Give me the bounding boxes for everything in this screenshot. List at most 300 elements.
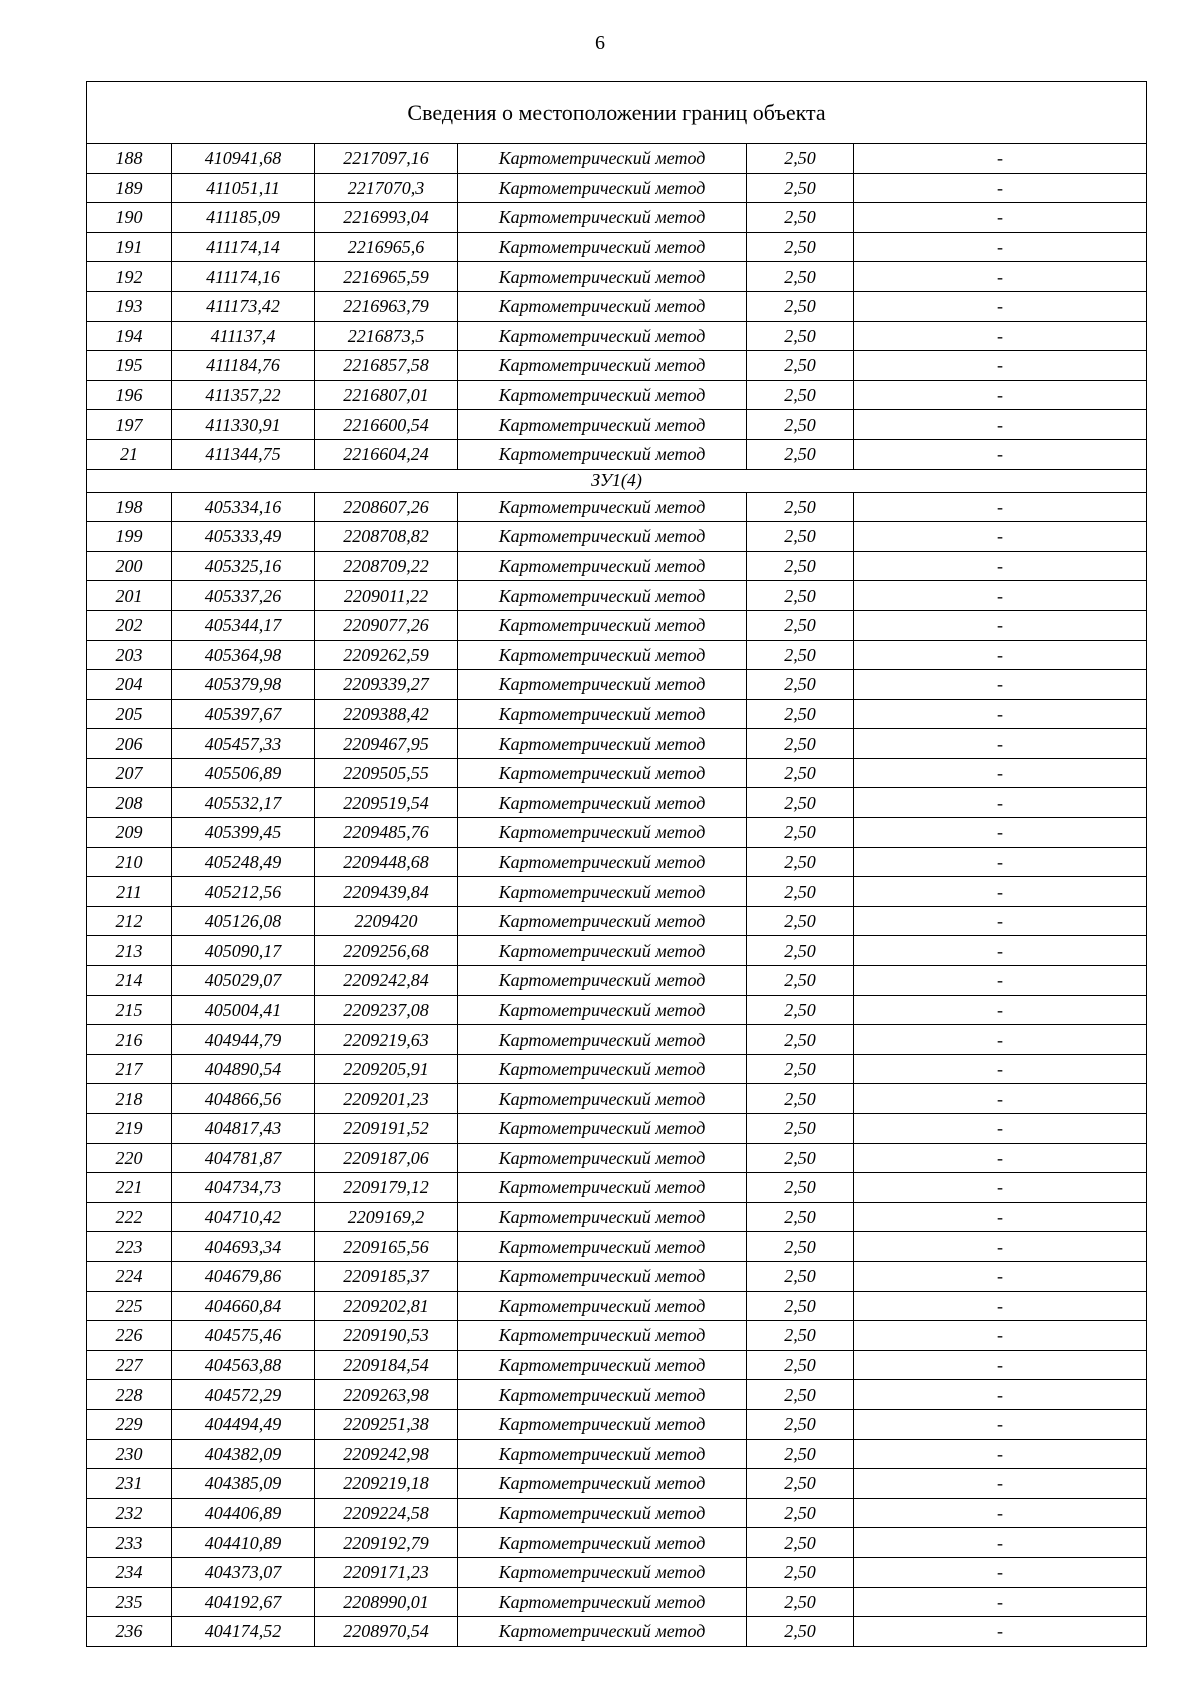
method-cell: Картометрический метод bbox=[458, 581, 747, 611]
table-row bbox=[87, 788, 1147, 818]
x-coordinate-cell: 404679,86 bbox=[172, 1261, 315, 1291]
point-number-cell: 213 bbox=[87, 936, 172, 966]
y-coordinate-cell: 2208970,54 bbox=[315, 1617, 458, 1647]
method-cell: Картометрический метод bbox=[458, 291, 747, 321]
point-number-cell: 204 bbox=[87, 670, 172, 700]
method-cell: Картометрический метод bbox=[458, 1291, 747, 1321]
y-coordinate-cell: 2209219,18 bbox=[315, 1469, 458, 1499]
y-coordinate-cell: 2209185,37 bbox=[315, 1261, 458, 1291]
y-coordinate-cell: 2209011,22 bbox=[315, 581, 458, 611]
accuracy-cell: 2,50 bbox=[747, 1114, 854, 1144]
description-cell: - bbox=[854, 1439, 1147, 1469]
point-number-cell: 207 bbox=[87, 758, 172, 788]
point-number-cell: 216 bbox=[87, 1025, 172, 1055]
method-cell: Картометрический метод bbox=[458, 966, 747, 996]
y-coordinate-cell: 2209205,91 bbox=[315, 1054, 458, 1084]
description-cell: - bbox=[854, 1202, 1147, 1232]
method-cell: Картометрический метод bbox=[458, 232, 747, 262]
y-coordinate-cell: 2208708,82 bbox=[315, 522, 458, 552]
y-coordinate-cell: 2209219,63 bbox=[315, 1025, 458, 1055]
y-coordinate-cell: 2209519,54 bbox=[315, 788, 458, 818]
table-row bbox=[87, 1350, 1147, 1380]
x-coordinate-cell: 404572,29 bbox=[172, 1380, 315, 1410]
description-cell: - bbox=[854, 1143, 1147, 1173]
point-number-cell: 202 bbox=[87, 610, 172, 640]
point-number-cell: 232 bbox=[87, 1498, 172, 1528]
x-coordinate-cell: 405090,17 bbox=[172, 936, 315, 966]
point-number-cell: 215 bbox=[87, 995, 172, 1025]
y-coordinate-cell: 2216857,58 bbox=[315, 351, 458, 381]
point-number-cell: 198 bbox=[87, 492, 172, 522]
point-number-cell: 208 bbox=[87, 788, 172, 818]
y-coordinate-cell: 2216965,59 bbox=[315, 262, 458, 292]
method-cell: Картометрический метод bbox=[458, 203, 747, 233]
description-cell: - bbox=[854, 321, 1147, 351]
table-row bbox=[87, 1261, 1147, 1291]
x-coordinate-cell: 404866,56 bbox=[172, 1084, 315, 1114]
description-cell: - bbox=[854, 906, 1147, 936]
description-cell: - bbox=[854, 203, 1147, 233]
method-cell: Картометрический метод bbox=[458, 1321, 747, 1351]
point-number-cell: 221 bbox=[87, 1173, 172, 1203]
method-cell: Картометрический метод bbox=[458, 1469, 747, 1499]
method-cell: Картометрический метод bbox=[458, 351, 747, 381]
method-cell: Картометрический метод bbox=[458, 1114, 747, 1144]
y-coordinate-cell: 2209237,08 bbox=[315, 995, 458, 1025]
table-row bbox=[87, 1084, 1147, 1114]
x-coordinate-cell: 405029,07 bbox=[172, 966, 315, 996]
method-cell: Картометрический метод bbox=[458, 818, 747, 848]
method-cell: Картометрический метод bbox=[458, 1380, 747, 1410]
accuracy-cell: 2,50 bbox=[747, 640, 854, 670]
accuracy-cell: 2,50 bbox=[747, 1469, 854, 1499]
method-cell: Картометрический метод bbox=[458, 995, 747, 1025]
description-cell: - bbox=[854, 1469, 1147, 1499]
point-number-cell: 192 bbox=[87, 262, 172, 292]
description-cell: - bbox=[854, 1025, 1147, 1055]
table-row bbox=[87, 1498, 1147, 1528]
point-number-cell: 235 bbox=[87, 1587, 172, 1617]
description-cell: - bbox=[854, 351, 1147, 381]
method-cell: Картометрический метод bbox=[458, 1617, 747, 1647]
y-coordinate-cell: 2209165,56 bbox=[315, 1232, 458, 1262]
description-cell: - bbox=[854, 232, 1147, 262]
table-row bbox=[87, 492, 1147, 522]
accuracy-cell: 2,50 bbox=[747, 1173, 854, 1203]
description-cell: - bbox=[854, 1232, 1147, 1262]
point-number-cell: 209 bbox=[87, 818, 172, 848]
description-cell: - bbox=[854, 173, 1147, 203]
y-coordinate-cell: 2216604,24 bbox=[315, 439, 458, 469]
method-cell: Картометрический метод bbox=[458, 439, 747, 469]
point-number-cell: 194 bbox=[87, 321, 172, 351]
method-cell: Картометрический метод bbox=[458, 1350, 747, 1380]
y-coordinate-cell: 2216807,01 bbox=[315, 380, 458, 410]
accuracy-cell: 2,50 bbox=[747, 877, 854, 907]
point-number-cell: 220 bbox=[87, 1143, 172, 1173]
accuracy-cell: 2,50 bbox=[747, 581, 854, 611]
x-coordinate-cell: 411174,16 bbox=[172, 262, 315, 292]
y-coordinate-cell: 2209224,58 bbox=[315, 1498, 458, 1528]
x-coordinate-cell: 410941,68 bbox=[172, 144, 315, 174]
accuracy-cell: 2,50 bbox=[747, 551, 854, 581]
table-row bbox=[87, 1143, 1147, 1173]
method-cell: Картометрический метод bbox=[458, 1143, 747, 1173]
y-coordinate-cell: 2216963,79 bbox=[315, 291, 458, 321]
accuracy-cell: 2,50 bbox=[747, 818, 854, 848]
description-cell: - bbox=[854, 1084, 1147, 1114]
x-coordinate-cell: 404373,07 bbox=[172, 1557, 315, 1587]
accuracy-cell: 2,50 bbox=[747, 1261, 854, 1291]
x-coordinate-cell: 405397,67 bbox=[172, 699, 315, 729]
x-coordinate-cell: 404890,54 bbox=[172, 1054, 315, 1084]
point-number-cell: 188 bbox=[87, 144, 172, 174]
point-number-cell: 195 bbox=[87, 351, 172, 381]
accuracy-cell: 2,50 bbox=[747, 1587, 854, 1617]
table-row bbox=[87, 1380, 1147, 1410]
description-cell: - bbox=[854, 966, 1147, 996]
y-coordinate-cell: 2209505,55 bbox=[315, 758, 458, 788]
point-number-cell: 190 bbox=[87, 203, 172, 233]
table-row bbox=[87, 1587, 1147, 1617]
point-number-cell: 196 bbox=[87, 380, 172, 410]
accuracy-cell: 2,50 bbox=[747, 1054, 854, 1084]
y-coordinate-cell: 2209184,54 bbox=[315, 1350, 458, 1380]
description-cell: - bbox=[854, 291, 1147, 321]
x-coordinate-cell: 404693,34 bbox=[172, 1232, 315, 1262]
x-coordinate-cell: 404174,52 bbox=[172, 1617, 315, 1647]
accuracy-cell: 2,50 bbox=[747, 439, 854, 469]
method-cell: Картометрический метод bbox=[458, 1232, 747, 1262]
method-cell: Картометрический метод bbox=[458, 173, 747, 203]
x-coordinate-cell: 411174,14 bbox=[172, 232, 315, 262]
point-number-cell: 224 bbox=[87, 1261, 172, 1291]
description-cell: - bbox=[854, 581, 1147, 611]
table-row bbox=[87, 291, 1147, 321]
method-cell: Картометрический метод bbox=[458, 936, 747, 966]
page-number: 6 bbox=[595, 32, 605, 54]
y-coordinate-cell: 2209339,27 bbox=[315, 670, 458, 700]
description-cell: - bbox=[854, 1617, 1147, 1647]
table-row bbox=[87, 610, 1147, 640]
y-coordinate-cell: 2208990,01 bbox=[315, 1587, 458, 1617]
accuracy-cell: 2,50 bbox=[747, 1143, 854, 1173]
table-row bbox=[87, 410, 1147, 440]
point-number-cell: 211 bbox=[87, 877, 172, 907]
x-coordinate-cell: 404734,73 bbox=[172, 1173, 315, 1203]
x-coordinate-cell: 405506,89 bbox=[172, 758, 315, 788]
y-coordinate-cell: 2217070,3 bbox=[315, 173, 458, 203]
method-cell: Картометрический метод bbox=[458, 1409, 747, 1439]
table-row bbox=[87, 847, 1147, 877]
method-cell: Картометрический метод bbox=[458, 847, 747, 877]
point-number-cell: 222 bbox=[87, 1202, 172, 1232]
x-coordinate-cell: 405532,17 bbox=[172, 788, 315, 818]
method-cell: Картометрический метод bbox=[458, 380, 747, 410]
description-cell: - bbox=[854, 877, 1147, 907]
accuracy-cell: 2,50 bbox=[747, 1291, 854, 1321]
table-row bbox=[87, 1232, 1147, 1262]
point-number-cell: 229 bbox=[87, 1409, 172, 1439]
y-coordinate-cell: 2217097,16 bbox=[315, 144, 458, 174]
accuracy-cell: 2,50 bbox=[747, 321, 854, 351]
accuracy-cell: 2,50 bbox=[747, 1084, 854, 1114]
x-coordinate-cell: 405399,45 bbox=[172, 818, 315, 848]
accuracy-cell: 2,50 bbox=[747, 522, 854, 552]
x-coordinate-cell: 411357,22 bbox=[172, 380, 315, 410]
description-cell: - bbox=[854, 410, 1147, 440]
table-row bbox=[87, 818, 1147, 848]
table-row bbox=[87, 877, 1147, 907]
method-cell: Картометрический метод bbox=[458, 492, 747, 522]
table-row bbox=[87, 758, 1147, 788]
accuracy-cell: 2,50 bbox=[747, 1025, 854, 1055]
description-cell: - bbox=[854, 262, 1147, 292]
table-row bbox=[87, 906, 1147, 936]
method-cell: Картометрический метод bbox=[458, 1025, 747, 1055]
x-coordinate-cell: 404406,89 bbox=[172, 1498, 315, 1528]
accuracy-cell: 2,50 bbox=[747, 610, 854, 640]
method-cell: Картометрический метод bbox=[458, 1439, 747, 1469]
accuracy-cell: 2,50 bbox=[747, 291, 854, 321]
accuracy-cell: 2,50 bbox=[747, 906, 854, 936]
description-cell: - bbox=[854, 1291, 1147, 1321]
table-row bbox=[87, 144, 1147, 174]
method-cell: Картометрический метод bbox=[458, 877, 747, 907]
table-title: Сведения о местоположении границ объекта bbox=[87, 82, 1147, 144]
y-coordinate-cell: 2209191,52 bbox=[315, 1114, 458, 1144]
table-row bbox=[87, 1202, 1147, 1232]
x-coordinate-cell: 404192,67 bbox=[172, 1587, 315, 1617]
point-number-cell: 189 bbox=[87, 173, 172, 203]
x-coordinate-cell: 411185,09 bbox=[172, 203, 315, 233]
table-row bbox=[87, 1409, 1147, 1439]
description-cell: - bbox=[854, 1498, 1147, 1528]
title-row bbox=[87, 82, 1147, 144]
x-coordinate-cell: 405379,98 bbox=[172, 670, 315, 700]
accuracy-cell: 2,50 bbox=[747, 966, 854, 996]
method-cell: Картометрический метод bbox=[458, 906, 747, 936]
table-row bbox=[87, 699, 1147, 729]
table-row bbox=[87, 581, 1147, 611]
method-cell: Картометрический метод bbox=[458, 788, 747, 818]
y-coordinate-cell: 2216993,04 bbox=[315, 203, 458, 233]
table-row bbox=[87, 640, 1147, 670]
point-number-cell: 201 bbox=[87, 581, 172, 611]
description-cell: - bbox=[854, 610, 1147, 640]
accuracy-cell: 2,50 bbox=[747, 1439, 854, 1469]
table-row bbox=[87, 966, 1147, 996]
x-coordinate-cell: 404385,09 bbox=[172, 1469, 315, 1499]
description-cell: - bbox=[854, 758, 1147, 788]
table-row bbox=[87, 670, 1147, 700]
accuracy-cell: 2,50 bbox=[747, 1498, 854, 1528]
point-number-cell: 206 bbox=[87, 729, 172, 759]
y-coordinate-cell: 2216873,5 bbox=[315, 321, 458, 351]
table-row bbox=[87, 1528, 1147, 1558]
y-coordinate-cell: 2208709,22 bbox=[315, 551, 458, 581]
table-row bbox=[87, 380, 1147, 410]
accuracy-cell: 2,50 bbox=[747, 203, 854, 233]
accuracy-cell: 2,50 bbox=[747, 1321, 854, 1351]
section-label: ЗУ1(4) bbox=[87, 469, 1147, 492]
y-coordinate-cell: 2209485,76 bbox=[315, 818, 458, 848]
method-cell: Картометрический метод bbox=[458, 1528, 747, 1558]
method-cell: Картометрический метод bbox=[458, 758, 747, 788]
y-coordinate-cell: 2209201,23 bbox=[315, 1084, 458, 1114]
x-coordinate-cell: 404494,49 bbox=[172, 1409, 315, 1439]
table-row bbox=[87, 1173, 1147, 1203]
method-cell: Картометрический метод bbox=[458, 321, 747, 351]
point-number-cell: 236 bbox=[87, 1617, 172, 1647]
x-coordinate-cell: 404817,43 bbox=[172, 1114, 315, 1144]
y-coordinate-cell: 2209256,68 bbox=[315, 936, 458, 966]
table-row bbox=[87, 173, 1147, 203]
table-row bbox=[87, 1321, 1147, 1351]
accuracy-cell: 2,50 bbox=[747, 758, 854, 788]
accuracy-cell: 2,50 bbox=[747, 232, 854, 262]
method-cell: Картометрический метод bbox=[458, 1498, 747, 1528]
method-cell: Картометрический метод bbox=[458, 1557, 747, 1587]
y-coordinate-cell: 2209242,98 bbox=[315, 1439, 458, 1469]
description-cell: - bbox=[854, 995, 1147, 1025]
x-coordinate-cell: 404382,09 bbox=[172, 1439, 315, 1469]
description-cell: - bbox=[854, 847, 1147, 877]
accuracy-cell: 2,50 bbox=[747, 173, 854, 203]
point-number-cell: 227 bbox=[87, 1350, 172, 1380]
description-cell: - bbox=[854, 640, 1147, 670]
y-coordinate-cell: 2216600,54 bbox=[315, 410, 458, 440]
method-cell: Картометрический метод bbox=[458, 1587, 747, 1617]
table-row bbox=[87, 1114, 1147, 1144]
description-cell: - bbox=[854, 670, 1147, 700]
point-number-cell: 219 bbox=[87, 1114, 172, 1144]
table-row bbox=[87, 1617, 1147, 1647]
y-coordinate-cell: 2209439,84 bbox=[315, 877, 458, 907]
x-coordinate-cell: 405457,33 bbox=[172, 729, 315, 759]
description-cell: - bbox=[854, 492, 1147, 522]
accuracy-cell: 2,50 bbox=[747, 1380, 854, 1410]
x-coordinate-cell: 405004,41 bbox=[172, 995, 315, 1025]
point-number-cell: 226 bbox=[87, 1321, 172, 1351]
point-number-cell: 228 bbox=[87, 1380, 172, 1410]
x-coordinate-cell: 411330,91 bbox=[172, 410, 315, 440]
y-coordinate-cell: 2209190,53 bbox=[315, 1321, 458, 1351]
table-row bbox=[87, 1025, 1147, 1055]
accuracy-cell: 2,50 bbox=[747, 729, 854, 759]
x-coordinate-cell: 404660,84 bbox=[172, 1291, 315, 1321]
accuracy-cell: 2,50 bbox=[747, 1617, 854, 1647]
y-coordinate-cell: 2209202,81 bbox=[315, 1291, 458, 1321]
accuracy-cell: 2,50 bbox=[747, 995, 854, 1025]
description-cell: - bbox=[854, 551, 1147, 581]
point-number-cell: 193 bbox=[87, 291, 172, 321]
accuracy-cell: 2,50 bbox=[747, 699, 854, 729]
y-coordinate-cell: 2209262,59 bbox=[315, 640, 458, 670]
method-cell: Картометрический метод bbox=[458, 144, 747, 174]
table-row bbox=[87, 729, 1147, 759]
x-coordinate-cell: 405325,16 bbox=[172, 551, 315, 581]
method-cell: Картометрический метод bbox=[458, 670, 747, 700]
table-row bbox=[87, 995, 1147, 1025]
description-cell: - bbox=[854, 380, 1147, 410]
method-cell: Картометрический метод bbox=[458, 551, 747, 581]
x-coordinate-cell: 405364,98 bbox=[172, 640, 315, 670]
description-cell: - bbox=[854, 1114, 1147, 1144]
point-number-cell: 200 bbox=[87, 551, 172, 581]
x-coordinate-cell: 411051,11 bbox=[172, 173, 315, 203]
y-coordinate-cell: 2209077,26 bbox=[315, 610, 458, 640]
method-cell: Картометрический метод bbox=[458, 640, 747, 670]
accuracy-cell: 2,50 bbox=[747, 788, 854, 818]
method-cell: Картометрический метод bbox=[458, 262, 747, 292]
x-coordinate-cell: 405344,17 bbox=[172, 610, 315, 640]
point-number-cell: 233 bbox=[87, 1528, 172, 1558]
point-number-cell: 225 bbox=[87, 1291, 172, 1321]
table-row bbox=[87, 262, 1147, 292]
y-coordinate-cell: 2216965,6 bbox=[315, 232, 458, 262]
description-cell: - bbox=[854, 699, 1147, 729]
table-row bbox=[87, 1054, 1147, 1084]
x-coordinate-cell: 404575,46 bbox=[172, 1321, 315, 1351]
point-number-cell: 203 bbox=[87, 640, 172, 670]
x-coordinate-cell: 404781,87 bbox=[172, 1143, 315, 1173]
x-coordinate-cell: 411184,76 bbox=[172, 351, 315, 381]
point-number-cell: 212 bbox=[87, 906, 172, 936]
x-coordinate-cell: 411137,4 bbox=[172, 321, 315, 351]
y-coordinate-cell: 2209467,95 bbox=[315, 729, 458, 759]
x-coordinate-cell: 405126,08 bbox=[172, 906, 315, 936]
point-number-cell: 197 bbox=[87, 410, 172, 440]
y-coordinate-cell: 2209171,23 bbox=[315, 1557, 458, 1587]
description-cell: - bbox=[854, 788, 1147, 818]
point-number-cell: 218 bbox=[87, 1084, 172, 1114]
method-cell: Картометрический метод bbox=[458, 729, 747, 759]
accuracy-cell: 2,50 bbox=[747, 1232, 854, 1262]
description-cell: - bbox=[854, 522, 1147, 552]
y-coordinate-cell: 2209192,79 bbox=[315, 1528, 458, 1558]
point-number-cell: 217 bbox=[87, 1054, 172, 1084]
y-coordinate-cell: 2209420 bbox=[315, 906, 458, 936]
boundary-table bbox=[86, 81, 1147, 1647]
point-number-cell: 214 bbox=[87, 966, 172, 996]
table-row bbox=[87, 522, 1147, 552]
accuracy-cell: 2,50 bbox=[747, 492, 854, 522]
method-cell: Картометрический метод bbox=[458, 1084, 747, 1114]
x-coordinate-cell: 404944,79 bbox=[172, 1025, 315, 1055]
y-coordinate-cell: 2208607,26 bbox=[315, 492, 458, 522]
x-coordinate-cell: 405333,49 bbox=[172, 522, 315, 552]
point-number-cell: 205 bbox=[87, 699, 172, 729]
table-row bbox=[87, 232, 1147, 262]
method-cell: Картометрический метод bbox=[458, 610, 747, 640]
accuracy-cell: 2,50 bbox=[747, 351, 854, 381]
description-cell: - bbox=[854, 144, 1147, 174]
accuracy-cell: 2,50 bbox=[747, 410, 854, 440]
accuracy-cell: 2,50 bbox=[747, 670, 854, 700]
x-coordinate-cell: 405334,16 bbox=[172, 492, 315, 522]
accuracy-cell: 2,50 bbox=[747, 1202, 854, 1232]
method-cell: Картометрический метод bbox=[458, 1054, 747, 1084]
accuracy-cell: 2,50 bbox=[747, 936, 854, 966]
accuracy-cell: 2,50 bbox=[747, 1409, 854, 1439]
y-coordinate-cell: 2209448,68 bbox=[315, 847, 458, 877]
table-row bbox=[87, 936, 1147, 966]
description-cell: - bbox=[854, 1350, 1147, 1380]
y-coordinate-cell: 2209263,98 bbox=[315, 1380, 458, 1410]
table-row bbox=[87, 439, 1147, 469]
accuracy-cell: 2,50 bbox=[747, 1350, 854, 1380]
